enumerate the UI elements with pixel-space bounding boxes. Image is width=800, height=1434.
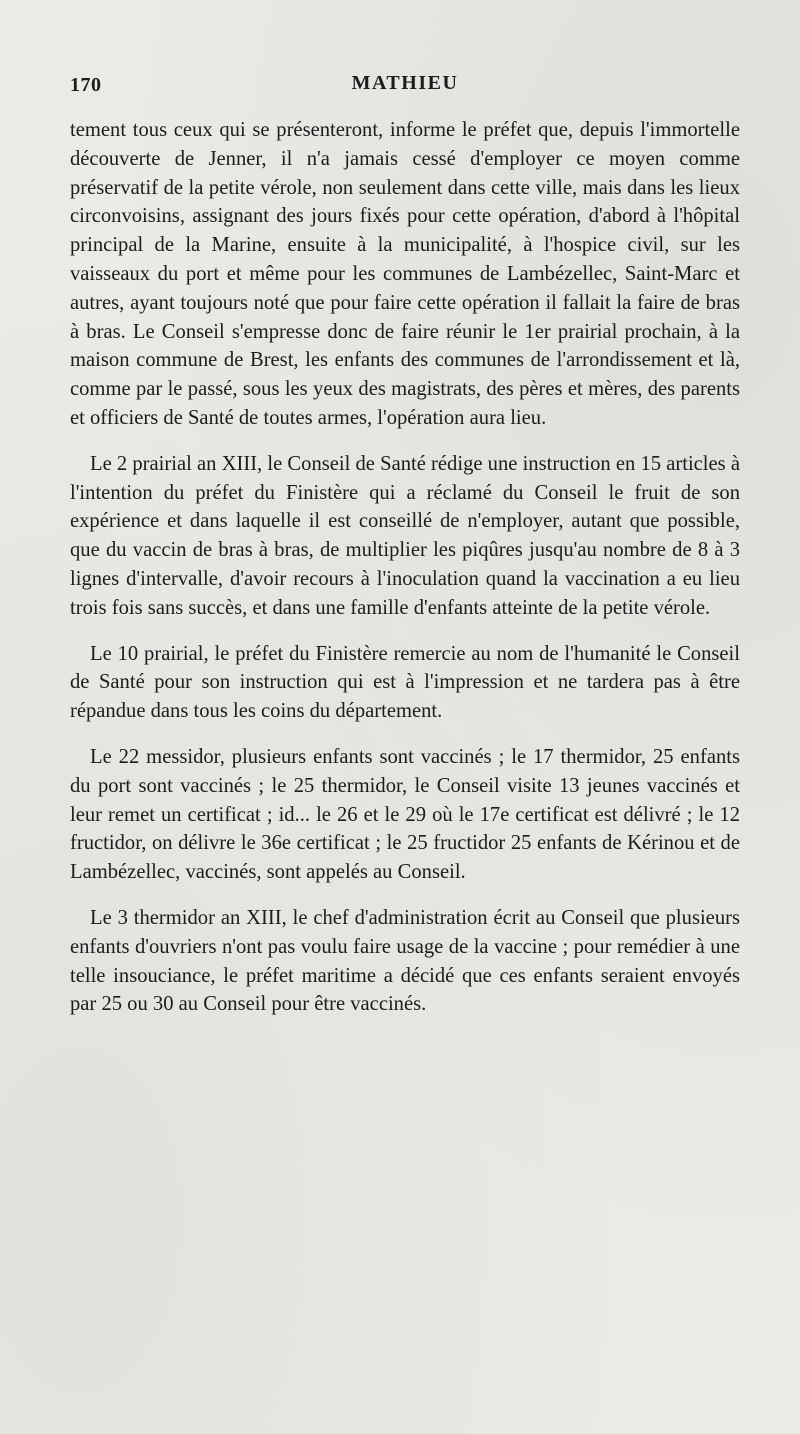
paragraph-3: Le 10 prairial, le préfet du Finistère remercie au nom de l'humanité le Conseil de Santé pour son instruction qui est à l'impression et ne tardera pas à être répandue dans tous les coins du département. xyxy=(70,642,740,723)
paragraph-1: tement tous ceux qui se présenteront, informe le préfet que, depuis l'immortelle découverte de Jenner, il n'a jamais cessé d'employer ce moyen comme préservatif de la petite vérole, non seulement dans cette ville, mais dans les lieux circonvoisins, assignant des jours fixés pour cette opération, d'abord à l'hôpital principal de la Marine, ensuite à la municipalité, à l'hospice civil, sur les vaisseaux du port et même pour les communes de Lambézellec, Saint-Marc et autres, ayant toujours noté que pour faire cette opération il fallait la faire de bras à bras. Le Conseil s'empresse donc de faire réunir le 1er prairial prochain, à la maison commune de Brest, les enfants des communes de l'arrondissement et là, comme par le passé, sous les yeux des magistrats, des pères et mères, des parents et officiers de Santé de toutes armes, l'opération aura lieu. xyxy=(70,119,740,429)
paragraph-5: Le 3 thermidor an XIII, le chef d'administration écrit au Conseil que plusieurs enfants d'ouvriers n'ont pas voulu faire usage de la vaccine ; pour remédier à une telle insouciance, le préfet maritime a décidé que ces enfants seraient envoyés par 25 ou 30 au Conseil pour être vaccinés. xyxy=(70,906,740,1016)
running-head xyxy=(70,70,740,100)
paragraph-2: Le 2 prairial an XIII, le Conseil de Santé rédige une instruction en 15 articles à l'intention du préfet du Finistère qui a réclamé du Conseil le fruit de son expérience et dans laquelle il est conseillé de n'employer, autant que possible, que du vaccin de bras à bras, de multiplier les piqûres jusqu'au nombre de 8 à 3 lignes d'intervalle, d'avoir recours à l'inoculation quand la vaccination a eu lieu trois fois sans succès, et dans une famille d'enfants atteinte de la petite vérole. xyxy=(70,452,740,619)
page-number: 170 xyxy=(70,74,102,96)
body-text xyxy=(70,116,740,1036)
paragraph-4: Le 22 messidor, plusieurs enfants sont vaccinés ; le 17 thermidor, 25 enfants du port sont vaccinés ; le 25 thermidor, le Conseil visite 13 jeunes vaccinés et leur remet un certificat ; id... le 26 et le 29 où le 17e certificat est délivré ; le 12 fructidor, on délivre le 36e certificat ; le 25 fructidor 25 enfants de Kérinou et de Lambézellec, vaccinés, sont appelés au Conseil. xyxy=(70,745,740,884)
running-title: MATHIEU xyxy=(351,72,459,94)
